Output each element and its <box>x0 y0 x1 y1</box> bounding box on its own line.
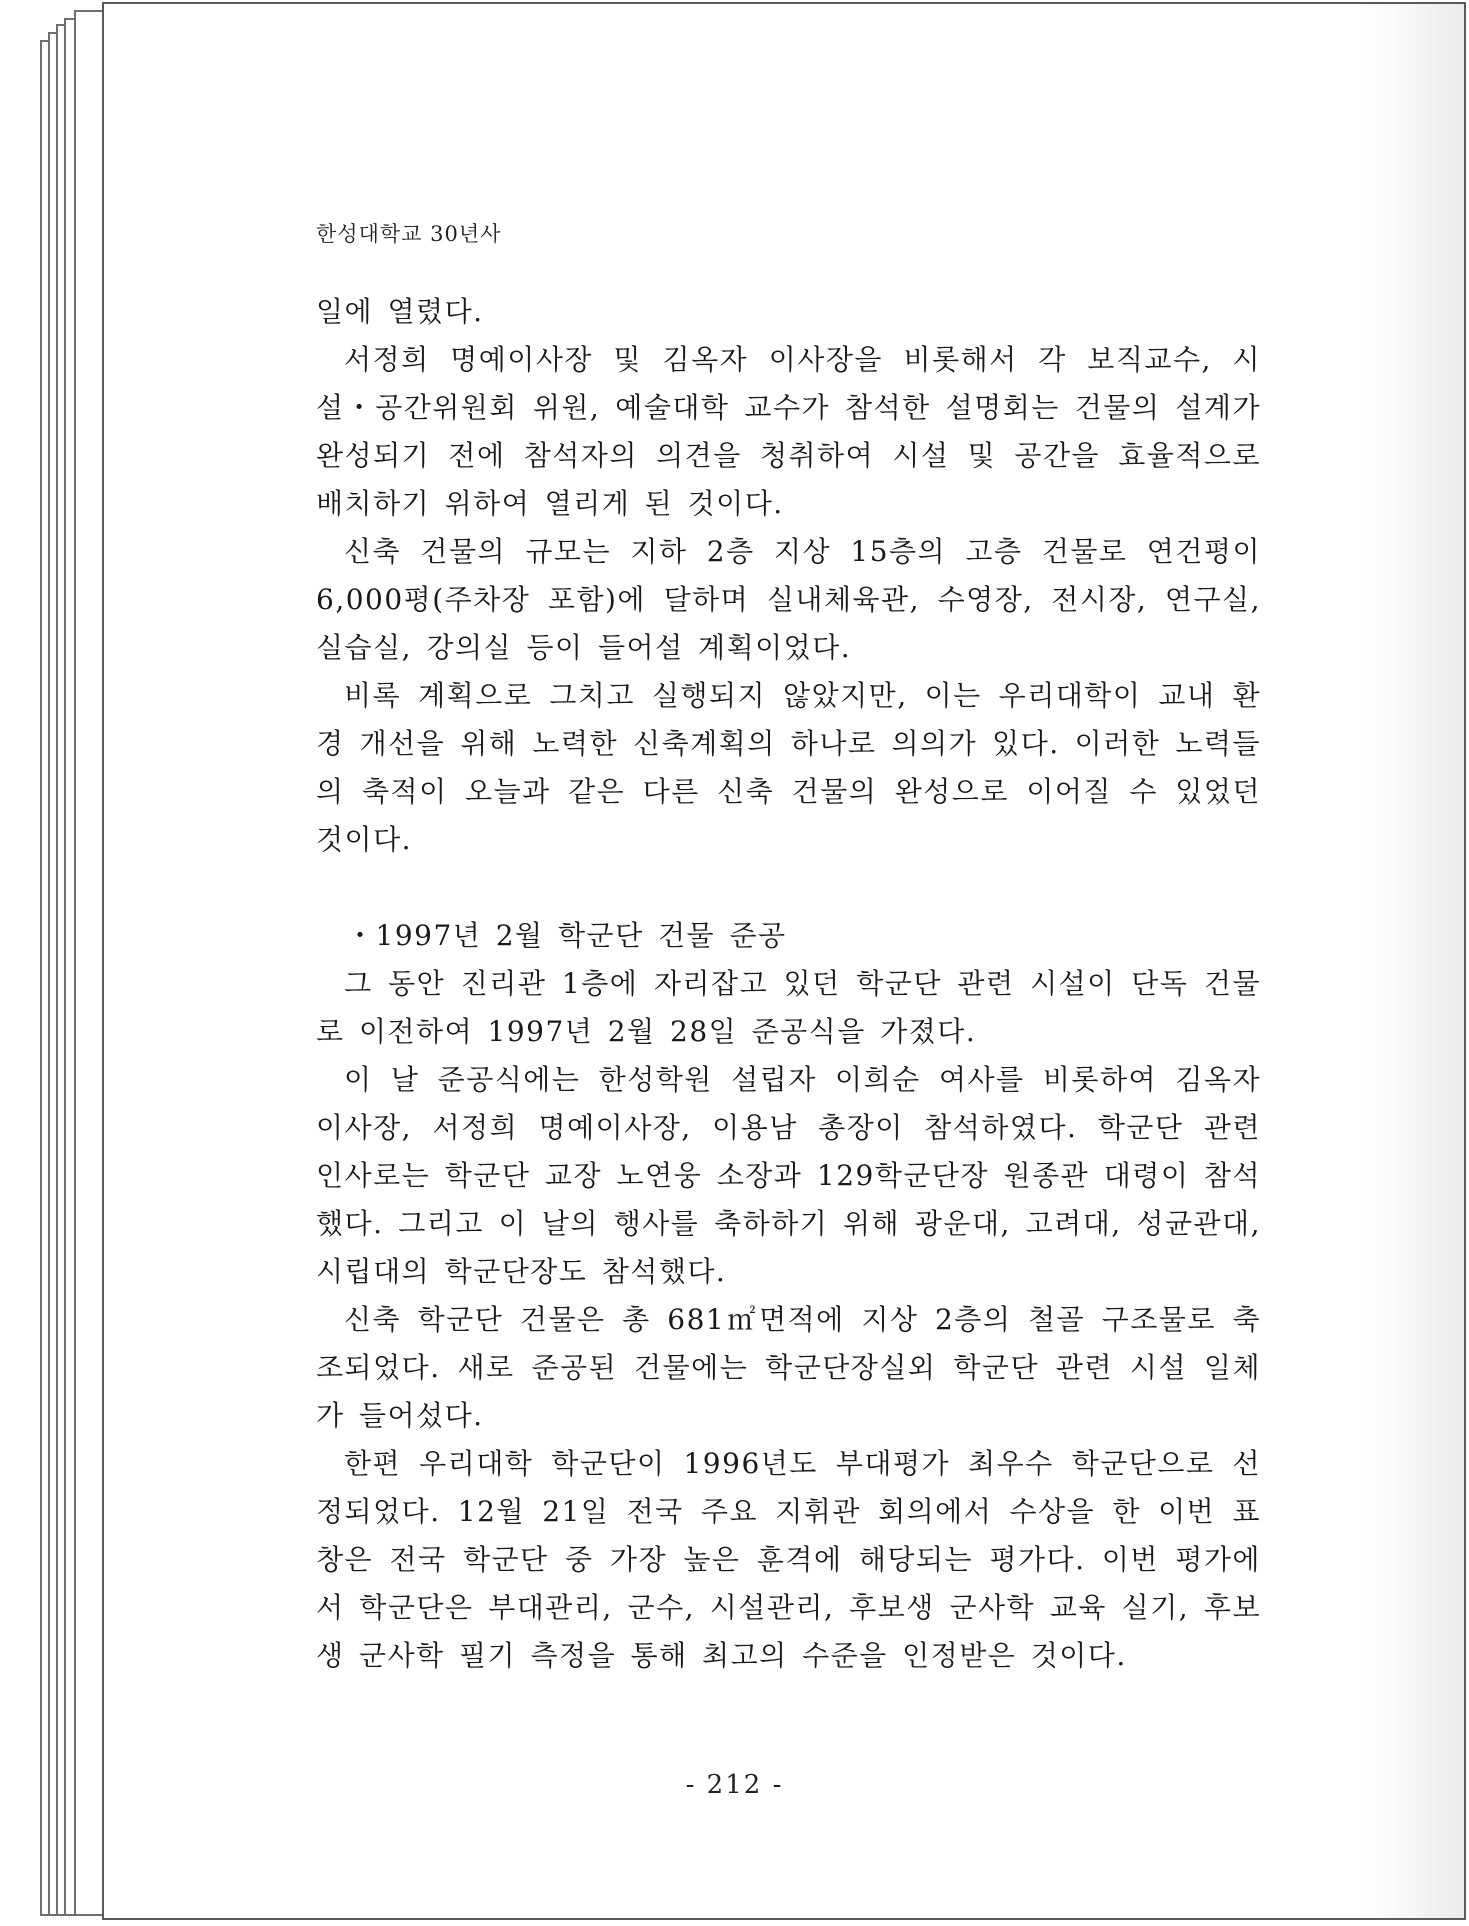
running-header: 한성대학교 30년사 <box>316 222 502 246</box>
page-shading <box>1364 4 1464 1918</box>
paragraph: 한편 우리대학 학군단이 1996년도 부대평가 최우수 학군단으로 선정되었다. 12월 21일 전국 주요 지휘관 회의에서 수상을 한 이번 표창은 전국 학군단 중 가장 높은 훈격에 해당되는 평가다. 이번 평가에서 학군단은 부대관리, 군수, 시설관리, 후보생 군사학 교육 실기, 후보생 군사학 필기 측정을 통해 최고의 수준을 인정받은 것이다. <box>316 1447 1261 1672</box>
page-number: - 212 - <box>685 1770 784 1800</box>
paragraph: 그 동안 진리관 1층에 자리잡고 있던 학군단 관련 시설이 단독 건물로 이전하여 1997년 2월 28일 준공식을 가졌다. <box>316 967 1261 1048</box>
paragraph: 이 날 준공식에는 한성학원 설립자 이희순 여사를 비롯하여 김옥자 이사장, 서정희 명예이사장, 이용남 총장이 참석하였다. 학군단 관련 인사로는 학군단 교장 노연웅 소장과 129학군단장 원종관 대령이 참석했다. 그리고 이 날의 행사를 축하하기 위해 광운대, 고려대, 성균관대, 시립대의 학군단장도 참석했다. <box>316 1063 1261 1288</box>
paragraph: 서정희 명예이사장 및 김옥자 이사장을 비롯해서 각 보직교수, 시설・공간위원회 위원, 예술대학 교수가 참석한 설명회는 건물의 설계가 완성되기 전에 참석자의 의견을 청취하여 시설 및 공간을 효율적으로 배치하기 위하여 열리게 된 것이다. <box>316 343 1261 520</box>
paragraph: 신축 학군단 건물은 총 681㎡면적에 지상 2층의 철골 구조물로 축조되었다. 새로 준공된 건물에는 학군단장실외 학군단 관련 시설 일체가 들어섰다. <box>316 1303 1261 1432</box>
paragraph: 비록 계획으로 그치고 실행되지 않았지만, 이는 우리대학이 교내 환경 개선을 위해 노력한 신축계획의 하나로 의의가 있다. 이러한 노력들의 축적이 오늘과 같은 다른 신축 건물의 완성으로 이어질 수 있었던 것이다. <box>316 679 1261 856</box>
paragraph: 신축 건물의 규모는 지하 2층 지상 15층의 고층 건물로 연건평이 6,000평(주차장 포함)에 달하며 실내체육관, 수영장, 전시장, 연구실, 실습실, 강의실 등이 들어설 계획이었다. <box>316 535 1261 664</box>
paragraph-continuation: 일에 열렸다. <box>316 295 484 328</box>
body-text <box>316 288 1261 1680</box>
section-heading: ・1997년 2월 학군단 건물 준공 <box>346 919 787 952</box>
